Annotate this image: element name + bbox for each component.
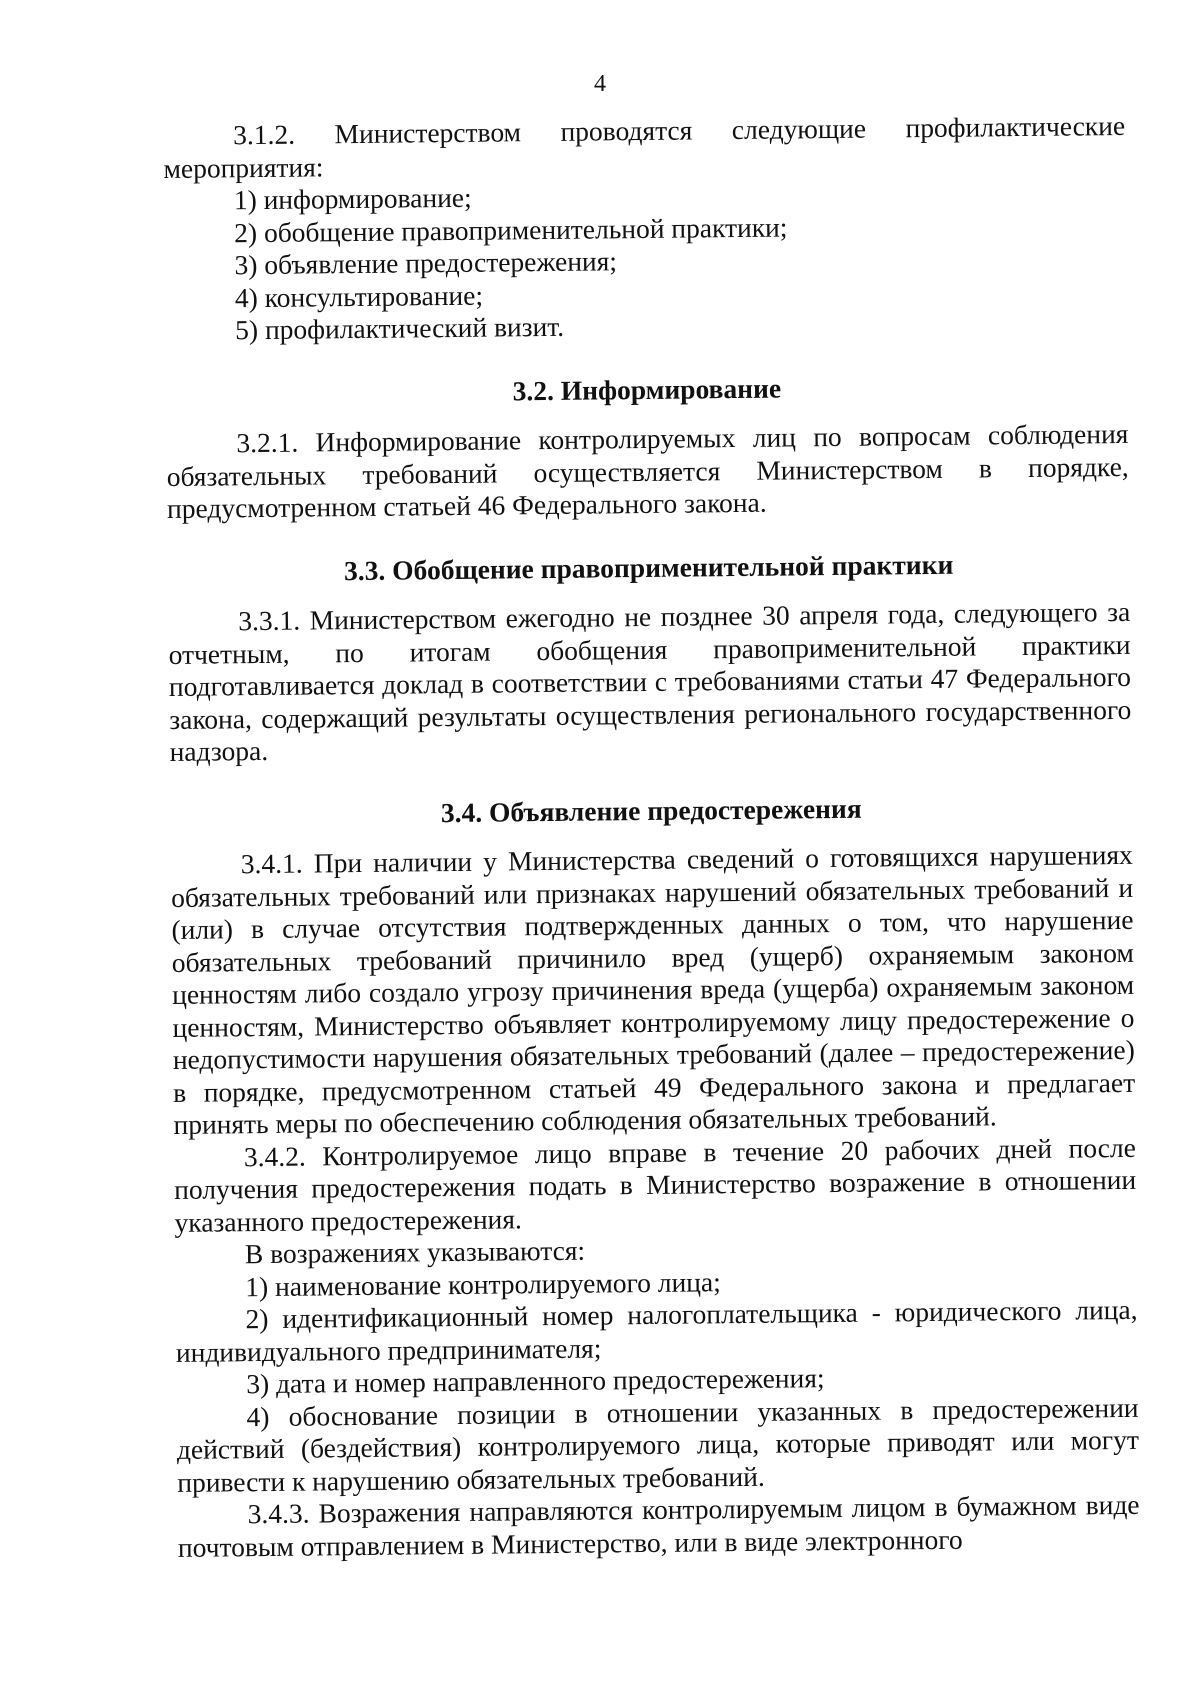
section-heading-3-3: 3.3. Обобщение правоприменительной практики xyxy=(343,548,954,586)
paragraph-objection-item-3: 3) дата и номер направленного предостережения; xyxy=(246,1362,825,1400)
paragraph-3-2-1: 3.2.1. Информирование контролируемых лиц по вопросам соблюдения обязательных требований осуществляется Министерством в порядке, предусмотренном статьей 46 Федерального закона. xyxy=(166,417,1129,524)
paragraph-objection-item-2: 2) идентификационный номер налогоплательщика - юридического лица, индивидуального предпринимателя; xyxy=(175,1293,1138,1368)
list-item: 5) профилактический визит. xyxy=(235,310,565,346)
section-heading-3-4: 3.4. Объявление предостережения xyxy=(440,792,862,828)
list-item: 1) информирование; xyxy=(233,181,472,216)
list-item: 3) объявление предостережения; xyxy=(234,245,618,281)
section-heading-3-2: 3.2. Информирование xyxy=(512,372,782,406)
paragraph-objections-intro: В возражениях указываются: xyxy=(244,1234,586,1270)
paragraph-3-1-2: 3.1.2. Министерством проводятся следующие профилактические мероприятия: xyxy=(163,109,1126,184)
paragraph-3-4-3: 3.4.3. Возражения направляются контролируемым лицом в бумажном виде почтовым отправлением в Министерство, или в виде электронного xyxy=(177,1488,1140,1563)
paragraph-objection-item-1: 1) наименование контролируемого лица; xyxy=(245,1265,721,1302)
list-item: 2) обобщение правоприменительной практики; xyxy=(234,210,788,248)
paragraph-3-3-1: 3.3.1. Министерством ежегодно не позднее 30 апреля года, следующего за отчетным, по итогам обобщения правоприменительной практики подготавливается доклад в соответствии с требованиями статьи 47 Федерального закона, содержащий результаты осуществления регионального государственного надзора. xyxy=(168,595,1132,767)
list-item: 4) консультирование; xyxy=(234,279,484,313)
paragraph-3-4-2: 3.4.2. Контролируемое лицо вправе в течение 20 рабочих дней после получения предостережения подать в Министерство возражение в отношении указанного предостережения. xyxy=(174,1131,1137,1238)
page-number: 4 xyxy=(594,71,606,97)
paragraph-objection-item-4: 4) обоснование позиции в отношении указанных в предостережении действий (бездействия) контролируемого лица, которые приводят или могут привести к нарушению обязательных требований. xyxy=(176,1391,1140,1498)
document-body xyxy=(163,110,1140,1564)
paragraph-3-4-1: 3.4.1. При наличии у Министерства сведений о готовящихся нарушениях обязательных требований или признаках нарушений обязательных требований и (или) в случае отсутствия подтвержденных данных о том, что нарушение обязательных требований причинило вред (ущерб) охраняемым законом ценностям либо создало угрозу причинения вреда (ущерба) охраняемым законом ценностям, Министерство объявляет контролируемому лицу предостережение о недопустимости нарушения обязательных требований (далее – предостережение) в порядке, предусмотренном статьей 49 Федерального закона и предлагает принять меры по обеспечению соблюдения обязательных требований. xyxy=(170,838,1136,1140)
